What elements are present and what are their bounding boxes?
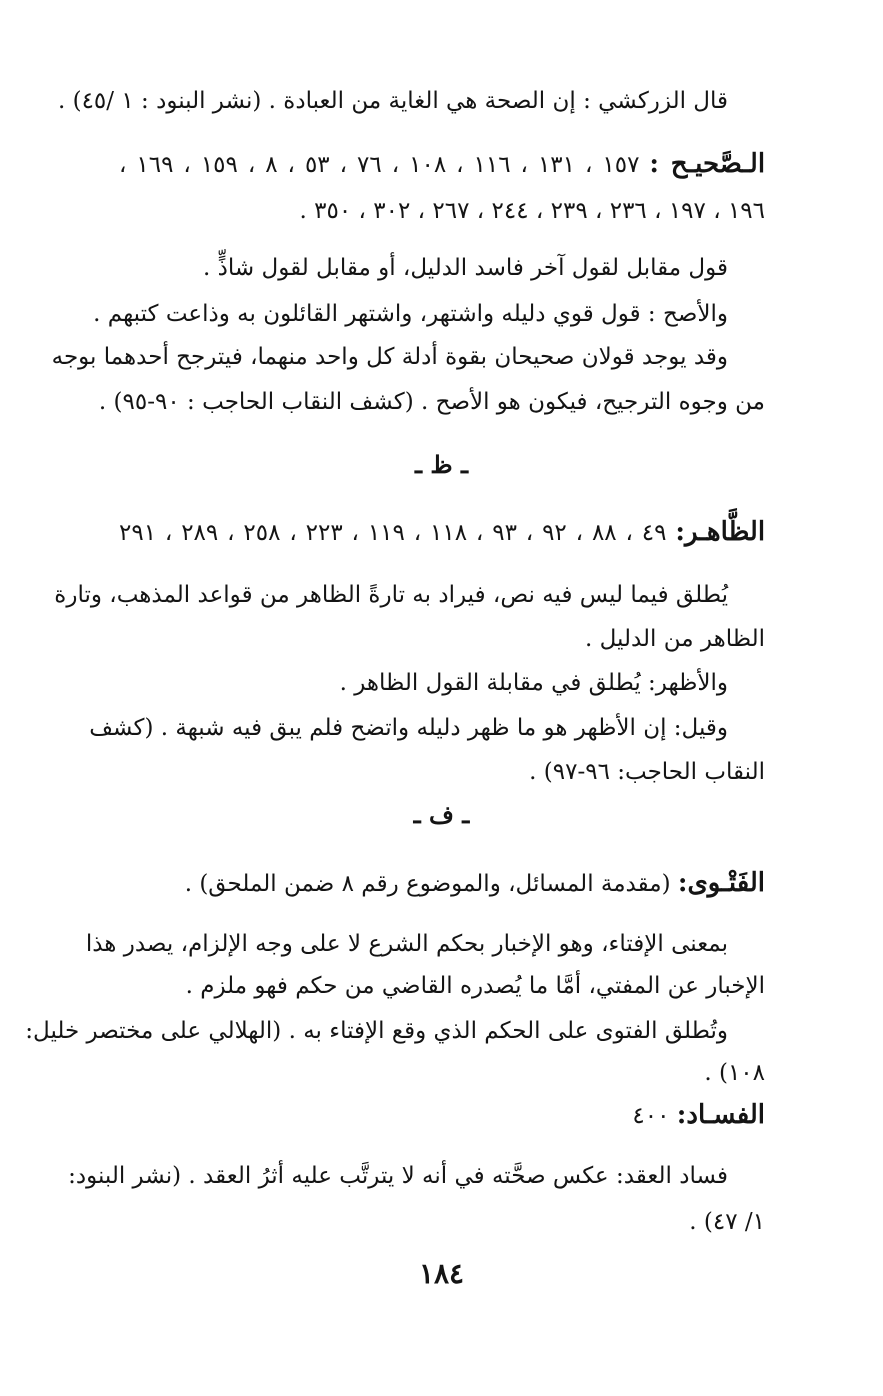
text-line: والأصح : قول قوي دليله واشتهر، واشتهر القائلون به وذاعت كتبهم . (93, 301, 728, 327)
text-line: النقاب الحاجب: ٩٦-٩٧) . (529, 759, 765, 785)
entry-fatwa-line (119, 866, 765, 902)
term-fatwa: الفَتْـوى: (677, 868, 765, 898)
text-line: يُطلق فيما ليس فيه نص، فيراد به تارةً الظاهر من قواعد المذهب، وتارة (54, 582, 728, 608)
page-refs: ٤٩ ، ٨٨ ، ٩٢ ، ٩٣ ، ١١٨ ، ١١٩ ، ٢٢٣ ، ٢٥٨ ، ٢٨٩ ، ٢٩١ (119, 520, 667, 546)
page-number: ١٨٤ (418, 1257, 465, 1290)
term-sahih: الـصَّحيـح : (649, 149, 766, 179)
text-line: وقد يوجد قولان صحيحان بقوة أدلة كل واحد منهما، فيترجح أحدهما بوجه (51, 344, 728, 370)
text-line: قول مقابل لقول آخر فاسد الدليل، أو مقابل لقول شاذٍّ . (203, 255, 728, 281)
text-line: وقيل: إن الأظهر هو ما ظهر دليله واتضح فلم يبق فيه شبهة . (كشف (89, 715, 728, 741)
section-marker-zah: ـ ظ ـ (415, 450, 468, 479)
text-line: ١/ ٤٧) . (689, 1209, 765, 1235)
section-marker-fa: ـ ف ـ (413, 800, 470, 829)
term-fasad: الفسـاد: (676, 1100, 765, 1130)
entry-text: (مقدمة المسائل، والموضوع رقم ٨ ضمن الملحق) . (184, 871, 671, 897)
entry-fasad-line (119, 1098, 765, 1134)
text-line: بمعنى الإفتاء، وهو الإخبار بحكم الشرع لا على وجه الإلزام، يصدر هذا (85, 931, 728, 957)
text-line: فساد العقد: عكس صحَّته في أنه لا يترتَّب عليه أثرُ العقد . (نشر البنود: (68, 1163, 728, 1189)
text-line-zarkashi: قال الزركشي : إن الصحة هي الغاية من العبادة . (نشر البنود : ١ /٤٥) . (57, 88, 728, 114)
page-refs: ١٥٧ ، ١٣١ ، ١١٦ ، ١٠٨ ، ٧٦ ، ٥٣ ، ٨ ، ١٥٩ ، ١٦٩ ، (119, 152, 640, 178)
entry-zahir-line (119, 515, 765, 551)
text-line: الإخبار عن المفتي، أمَّا ما يُصدره القاضي من حكم فهو ملزم . (185, 973, 765, 999)
text-line: والأظهر: يُطلق في مقابلة القول الظاهر . (339, 670, 728, 696)
text-line: من وجوه الترجيح، فيكون هو الأصح . (كشف النقاب الحاجب : ٩٠-٩٥) . (98, 389, 765, 415)
entry-sahih-line (119, 147, 765, 183)
page-refs: ١٩٦ ، ١٩٧ ، ٢٣٦ ، ٢٣٩ ، ٢٤٤ ، ٢٦٧ ، ٣٠٢ ، ٣٥٠ . (299, 198, 765, 224)
page-refs: ٤٠٠ (632, 1103, 670, 1129)
text-line: ١٠٨) . (704, 1060, 765, 1086)
term-zahir: الظَّاهـر: (675, 517, 766, 547)
text-line: الظاهر من الدليل . (584, 626, 765, 652)
text-line: وتُطلق الفتوى على الحكم الذي وقع الإفتاء به . (الهلالي على مختصر خليل: (25, 1018, 728, 1044)
